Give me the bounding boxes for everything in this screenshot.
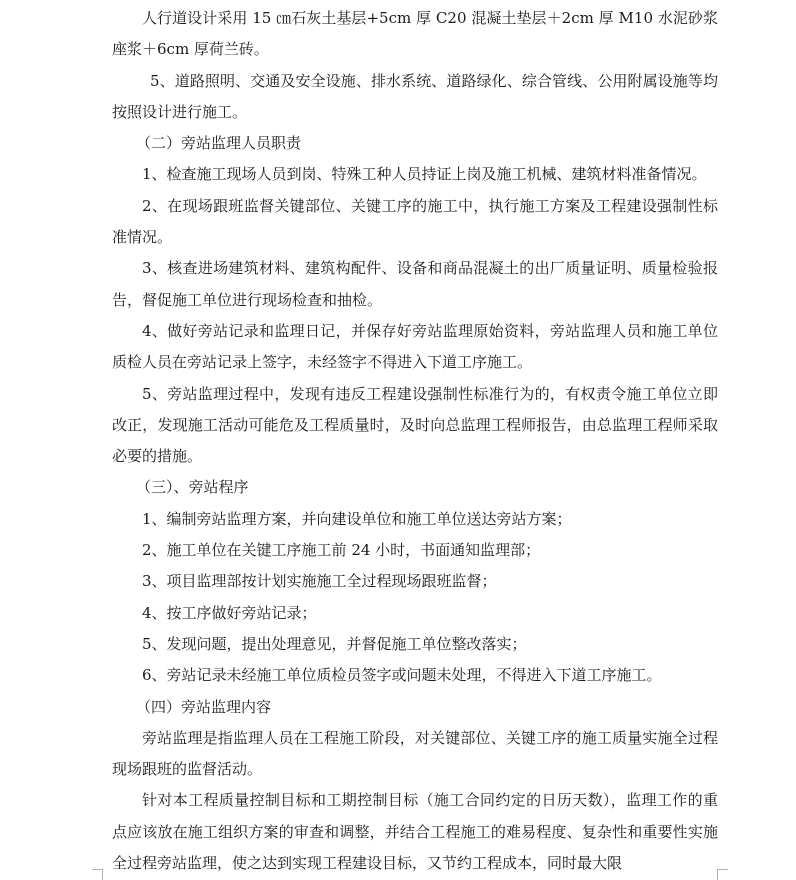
paragraph-focus: 针对本工程质量控制目标和工期控制目标（施工合同约定的日历天数），监理工作的重点应该放在施工组织方案的审查和调整，并结合工程施工的难易程度、复杂性和重要性实施全过程旁站监理，使之达到实现工程建设目标，又节约工程成本，同时最大限 [112, 791, 718, 873]
paragraph-item-5-facilities: 5、道路照明、交通及安全设施、排水系统、道路绿化、综合管线、公用附属设施等均按照设计进行施工。 [112, 71, 718, 121]
paragraph-procedure-3: 3、项目监理部按计划实施施工全过程现场跟班监督； [142, 572, 497, 591]
paragraph-procedure-4: 4、按工序做好旁站记录； [142, 603, 317, 622]
paragraph-duty-4: 4、做好旁站记录和监理日记，并保存好旁站监理原始资料，旁站监理人员和施工单位质检人员在旁站记录上签字，未经签字不得进入下道工序施工。 [112, 321, 718, 372]
paragraph-procedure-1: 1、编制旁站监理方案，并向建设单位和施工单位送达旁站方案； [142, 509, 572, 528]
paragraph-sidewalk-design: 人行道设计采用 15 ㎝石灰土基层+5cm 厚 C20 混凝土垫层＋2cm 厚 M10 水泥砂浆座浆＋6cm 厚荷兰砖。 [112, 9, 718, 59]
page-margin-mark-left [92, 869, 103, 880]
paragraph-duty-2: 2、在现场跟班监督关键部位、关键工序的施工中，执行施工方案及工程建设强制性标准情况。 [112, 196, 718, 247]
paragraph-procedure-2: 2、施工单位在关键工序施工前 24 小时，书面通知监理部； [142, 541, 541, 560]
section-heading-procedure: （三）、旁站程序 [136, 478, 249, 497]
paragraph-definition: 旁站监理是指监理人员在工程施工阶段，对关键部位、关键工序的施工质量实施全过程现场跟班的监督活动。 [112, 728, 718, 779]
paragraph-duty-1: 1、检查施工现场人员到岗、特殊工种人员持证上岗及施工机械、建筑材料准备情况。 [142, 165, 707, 184]
paragraph-procedure-5: 5、发现问题，提出处理意见，并督促施工单位整改落实； [142, 634, 527, 653]
section-heading-duties: （二）旁站监理人员职责 [136, 134, 302, 153]
section-heading-content: （四）旁站监理内容 [136, 697, 272, 716]
paragraph-procedure-6: 6、旁站记录未经施工单位质检员签字或问题未处理，不得进入下道工序施工。 [142, 666, 662, 685]
page-margin-mark-right [717, 869, 728, 880]
paragraph-duty-5: 5、旁站监理过程中，发现有违反工程建设强制性标准行为的，有权责令施工单位立即改正，发现施工活动可能危及工程质量时，及时向总监理工程师报告，由总监理工程师采取必要的措施。 [112, 384, 718, 466]
document-body [112, 3, 718, 879]
paragraph-duty-3: 3、核查进场建筑材料、建筑构配件、设备和商品混凝土的出厂质量证明、质量检验报告，督促施工单位进行现场检查和抽检。 [112, 259, 718, 309]
